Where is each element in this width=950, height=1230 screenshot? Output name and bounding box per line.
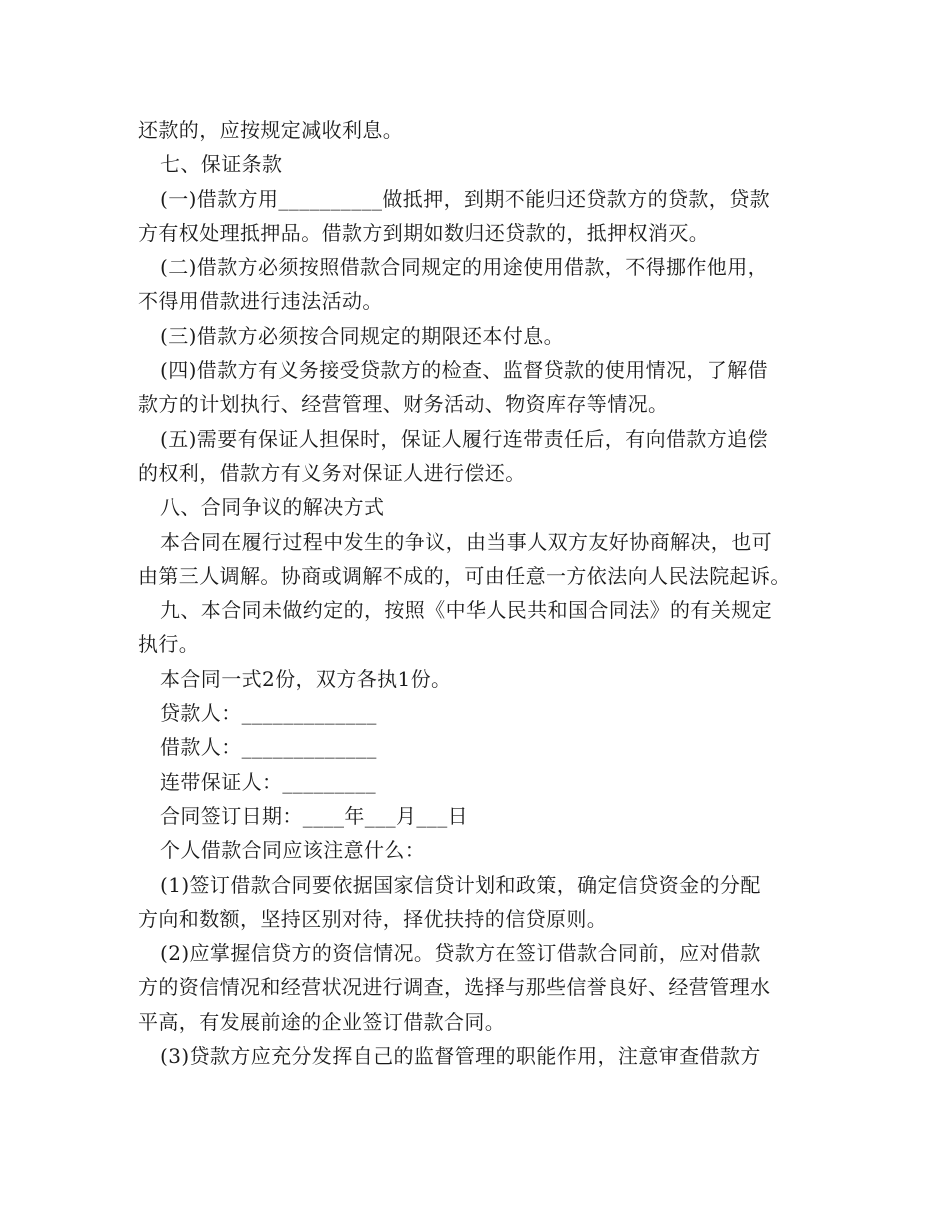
document-line: 借款人：_____________ <box>160 735 377 760</box>
document-line: 方向和数额，坚持区别对待，择优扶持的信贷原则。 <box>138 906 608 931</box>
document-line: 本合同在履行过程中发生的争议，由当事人双方友好协商解决，也可 <box>160 529 772 554</box>
document-line: 连带保证人：_________ <box>160 769 376 794</box>
document-line: 由第三人调解。协商或调解不成的，可由任意一方依法向人民法院起诉。 <box>138 563 791 588</box>
document-line: (1)签订借款合同要依据国家信贷计划和政策，确定信贷资金的分配 <box>160 872 761 897</box>
document-line: 款方的计划执行、经营管理、财务活动、物资库存等情况。 <box>138 392 669 417</box>
document-body <box>138 113 818 1073</box>
document-line: (2)应掌握信贷方的资信情况。贷款方在签订借款合同前，应对借款 <box>160 941 761 966</box>
document-line: 个人借款合同应该注意什么： <box>160 838 426 863</box>
document-line: (3)贷款方应充分发挥自己的监督管理的职能作用，注意审查借款方 <box>160 1044 761 1069</box>
document-line: (一)借款方用__________做抵押，到期不能归还贷款方的贷款，贷款 <box>160 186 771 211</box>
document-line: (二)借款方必须按照借款合同规定的用途使用借款，不得挪作他用， <box>160 255 769 280</box>
document-line: 不得用借款进行违法活动。 <box>138 289 383 314</box>
document-line: 还款的，应按规定减收利息。 <box>138 118 404 142</box>
document-line: 贷款人：_____________ <box>160 701 377 726</box>
document-line: 方的资信情况和经营状况进行调查，选择与那些信誉良好、经营管理水 <box>138 975 771 1000</box>
document-line: 方有权处理抵押品。借款方到期如数归还贷款的，抵押权消灭。 <box>138 220 710 245</box>
document-line: 九、本合同未做约定的，按照《中华人民共和国合同法》的有关规定 <box>160 598 772 623</box>
document-line: 平高，有发展前途的企业签订借款合同。 <box>138 1009 506 1034</box>
document-line: 合同签订日期：____年___月___日 <box>160 803 468 828</box>
document-line: 执行。 <box>138 632 200 657</box>
document-line: 的权利，借款方有义务对保证人进行偿还。 <box>138 460 526 485</box>
document-line: 本合同一式2份，双方各执1份。 <box>160 666 452 691</box>
document-line: (五)需要有保证人担保时，保证人履行连带责任后，有向借款方追偿 <box>160 426 769 451</box>
document-line: 七、保证条款 <box>160 152 283 177</box>
document-line: 八、合同争议的解决方式 <box>160 495 385 520</box>
document-line: (三)借款方必须按合同规定的期限还本付息。 <box>160 323 565 348</box>
document-line: (四)借款方有义务接受贷款方的检查、监督贷款的使用情况，了解借 <box>160 358 769 383</box>
